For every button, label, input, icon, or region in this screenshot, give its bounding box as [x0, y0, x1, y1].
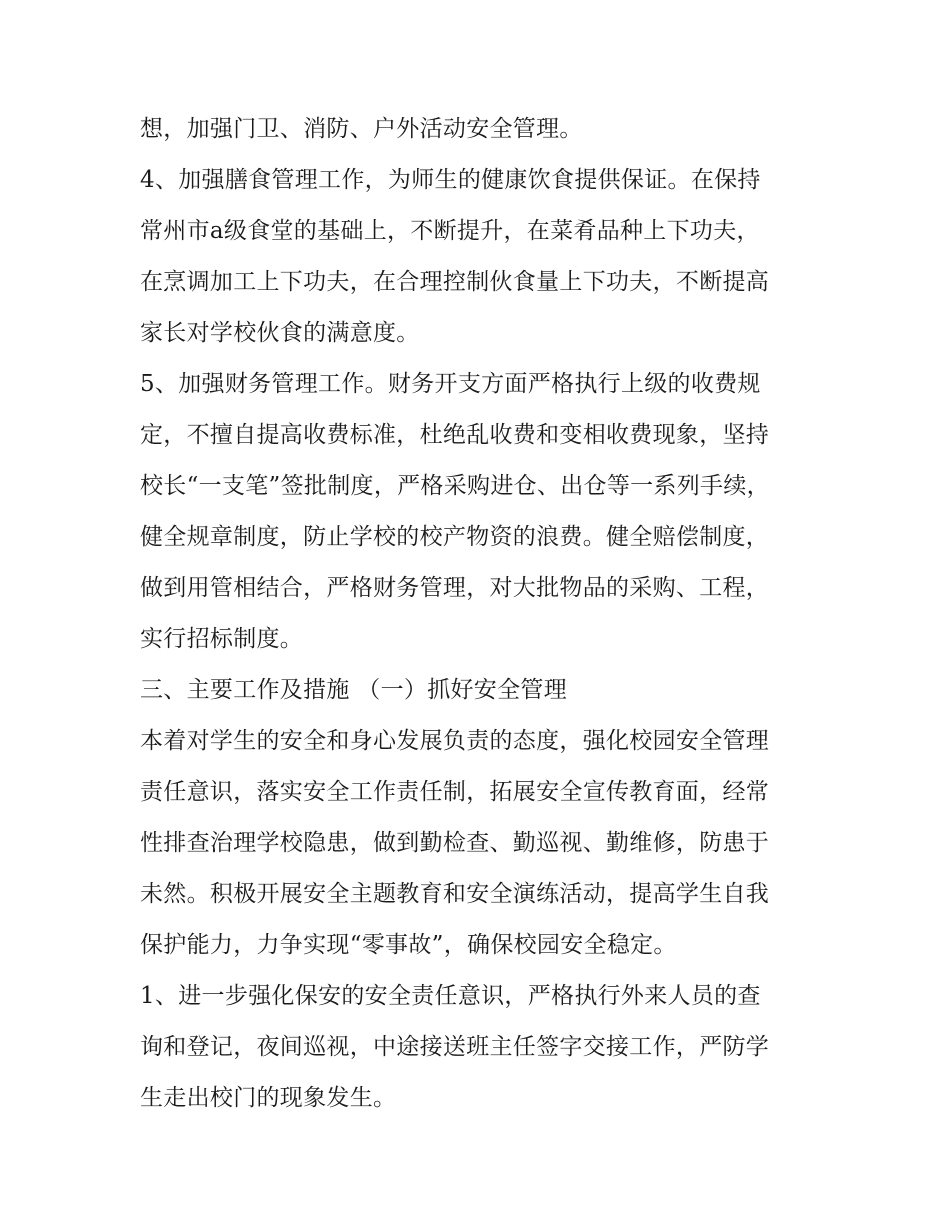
section-heading: 三、主要工作及措施 （一）抓好安全管理 [140, 677, 568, 703]
text-line: 做到用管相结合，严格财务管理，对大批物品的采购、工程， [140, 575, 770, 601]
text-line: 本着对学生的安全和身心发展负责的态度，强化校园安全管理 [140, 728, 770, 754]
text-line: 生走出校门的现象发生。 [140, 1085, 397, 1111]
text-line: 在烹调加工上下功夫，在合理控制伙食量上下功夫，不断提高 [140, 269, 770, 295]
document-body [140, 104, 820, 1124]
text-line: 性排查治理学校隐患，做到勤检查、勤巡视、勤维修，防患于 [140, 830, 770, 856]
text-line: 想，加强门卫、消防、户外活动安全管理。 [140, 116, 583, 142]
text-line: 责任意识，落实安全工作责任制，拓展安全宣传教育面，经常 [140, 779, 770, 805]
text-line: 校长“一支笔”签批制度，严格采购进仓、出仓等一系列手续， [140, 473, 770, 499]
text-line: 定，不擅自提高收费标准，杜绝乱收费和变相收费现象，坚持 [140, 422, 770, 448]
text-line: 5、加强财务管理工作。财务开支方面严格执行上级的收费规 [140, 371, 761, 397]
text-line: 保护能力，力争实现“零事故”，确保校园安全稳定。 [140, 932, 677, 958]
text-line: 4、加强膳食管理工作，为师生的健康饮食提供保证。在保持 [140, 167, 761, 193]
text-line: 常州市a级食堂的基础上，不断提升，在菜肴品种上下功夫， [140, 218, 760, 244]
text-line: 实行招标制度。 [140, 626, 304, 652]
text-line: 未然。积极开展安全主题教育和安全演练活动，提高学生自我 [140, 881, 770, 907]
text-line: 家长对学校伙食的满意度。 [140, 320, 420, 346]
text-line: 1、进一步强化保安的安全责任意识，严格执行外来人员的查 [140, 983, 761, 1009]
text-line: 健全规章制度，防止学校的校产物资的浪费。健全赔偿制度， [140, 524, 770, 550]
text-line: 询和登记，夜间巡视，中途接送班主任签字交接工作，严防学 [140, 1034, 770, 1060]
